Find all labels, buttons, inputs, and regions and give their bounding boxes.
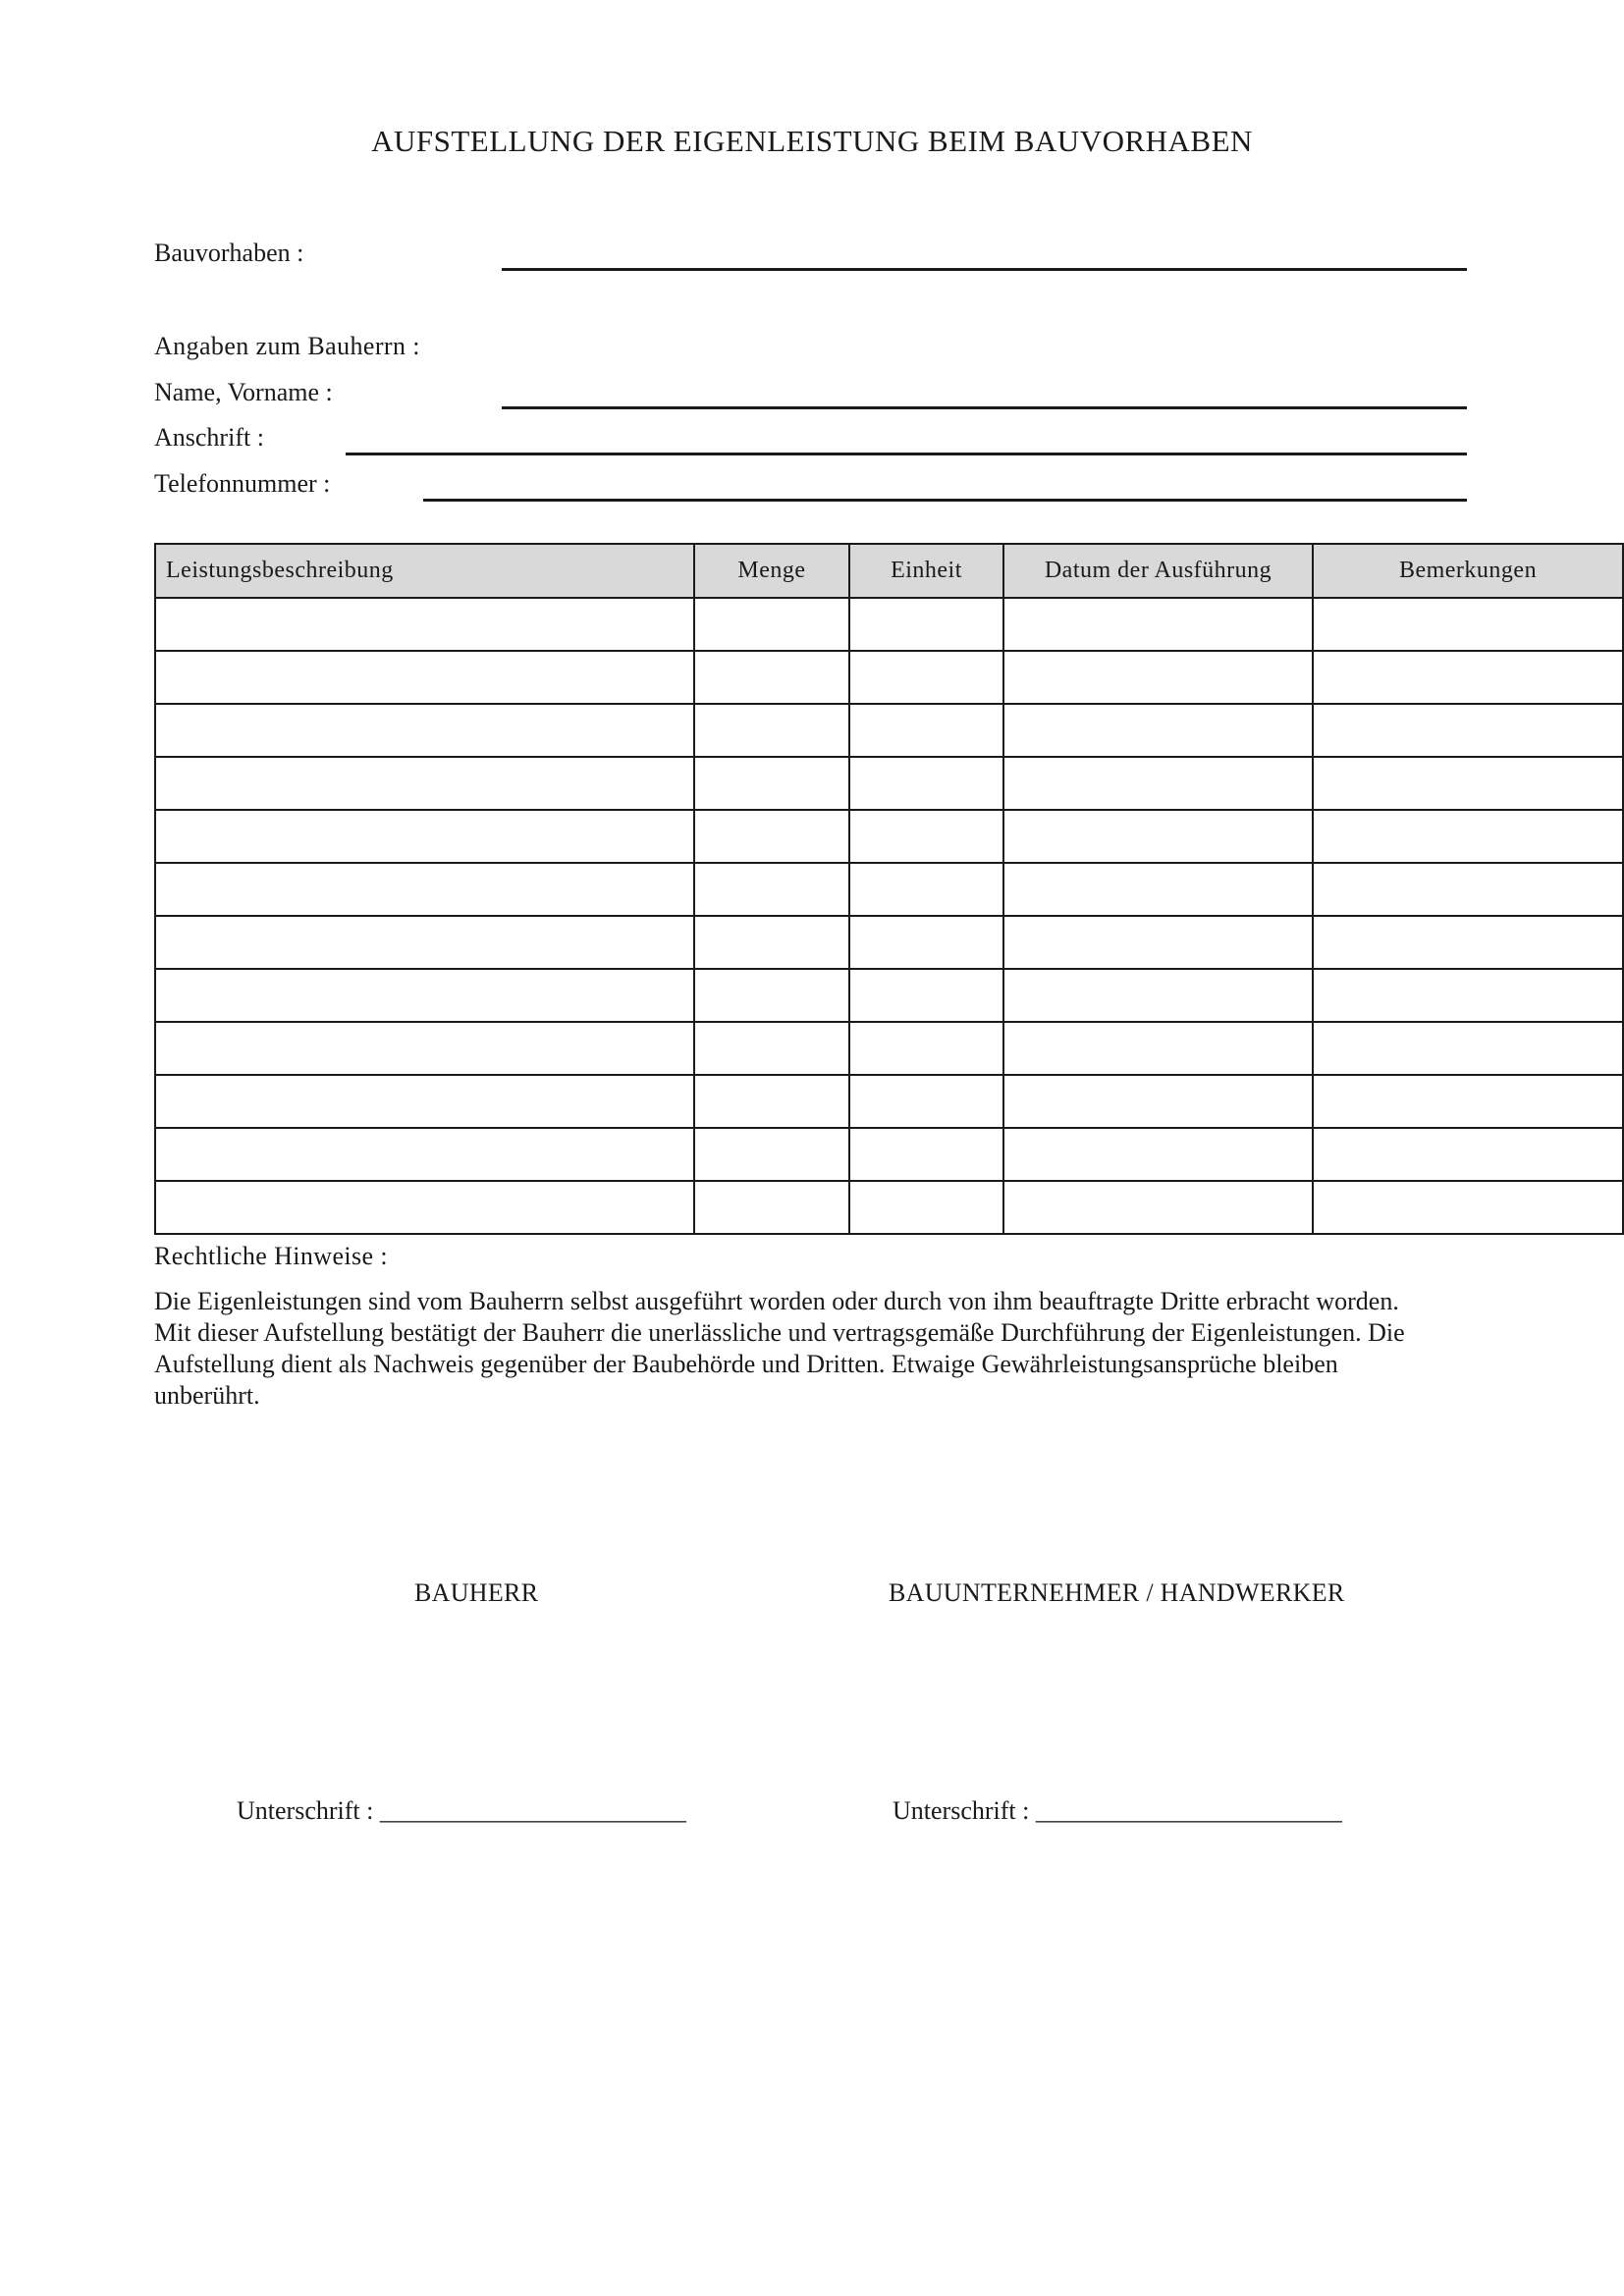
- table-cell-bemerkungen[interactable]: [1313, 863, 1623, 916]
- table-cell-einheit[interactable]: [849, 969, 1003, 1022]
- table-cell-einheit[interactable]: [849, 810, 1003, 863]
- table-cell-leistungsbeschreibung[interactable]: [155, 1022, 694, 1075]
- table-cell-leistungsbeschreibung[interactable]: [155, 969, 694, 1022]
- table-cell-leistungsbeschreibung[interactable]: [155, 1128, 694, 1181]
- table-header-row: [155, 544, 1623, 598]
- eigenleistung-table: [154, 543, 1624, 1235]
- table-cell-einheit[interactable]: [849, 1075, 1003, 1128]
- table-cell-datum[interactable]: [1003, 1075, 1313, 1128]
- table-cell-leistungsbeschreibung[interactable]: [155, 1075, 694, 1128]
- table-cell-leistungsbeschreibung[interactable]: [155, 916, 694, 969]
- table-cell-leistungsbeschreibung[interactable]: [155, 598, 694, 651]
- telefon-field[interactable]: [423, 499, 1467, 502]
- column-header-menge: Menge: [694, 544, 849, 598]
- anschrift-field[interactable]: [346, 453, 1467, 455]
- table-row: [155, 1181, 1623, 1234]
- table-cell-einheit[interactable]: [849, 598, 1003, 651]
- table-cell-bemerkungen[interactable]: [1313, 704, 1623, 757]
- table-cell-menge[interactable]: [694, 1181, 849, 1234]
- table-cell-leistungsbeschreibung[interactable]: [155, 1181, 694, 1234]
- table-cell-datum[interactable]: [1003, 651, 1313, 704]
- column-header-einheit: Einheit: [849, 544, 1003, 598]
- table-cell-bemerkungen[interactable]: [1313, 1181, 1623, 1234]
- table-cell-menge[interactable]: [694, 704, 849, 757]
- table-cell-einheit[interactable]: [849, 704, 1003, 757]
- table-body: [155, 598, 1623, 1234]
- table-cell-datum[interactable]: [1003, 704, 1313, 757]
- table-cell-datum[interactable]: [1003, 1022, 1313, 1075]
- table-row: [155, 704, 1623, 757]
- table-cell-datum[interactable]: [1003, 757, 1313, 810]
- table-row: [155, 810, 1623, 863]
- anschrift-label: Anschrift :: [154, 423, 264, 452]
- table-cell-bemerkungen[interactable]: [1313, 1022, 1623, 1075]
- notes-heading: Rechtliche Hinweise :: [154, 1242, 388, 1270]
- table-row: [155, 1022, 1623, 1075]
- table-cell-bemerkungen[interactable]: [1313, 651, 1623, 704]
- table-cell-einheit[interactable]: [849, 1022, 1003, 1075]
- table-cell-leistungsbeschreibung[interactable]: [155, 757, 694, 810]
- table-cell-menge[interactable]: [694, 1128, 849, 1181]
- table-row: [155, 863, 1623, 916]
- table-row: [155, 1128, 1623, 1181]
- table-cell-bemerkungen[interactable]: [1313, 598, 1623, 651]
- table-cell-bemerkungen[interactable]: [1313, 810, 1623, 863]
- signature-title-bauherr: BAUHERR: [414, 1578, 539, 1607]
- signature-line-bauherr[interactable]: Unterschrift : ________________________: [237, 1796, 686, 1825]
- signature-line-unternehmer[interactable]: Unterschrift : ________________________: [893, 1796, 1342, 1825]
- bauvorhaben-label: Bauvorhaben :: [154, 239, 304, 267]
- table-cell-datum[interactable]: [1003, 1181, 1313, 1234]
- table-cell-bemerkungen[interactable]: [1313, 969, 1623, 1022]
- column-header-datum: Datum der Ausführung: [1003, 544, 1313, 598]
- table-row: [155, 1075, 1623, 1128]
- table-row: [155, 651, 1623, 704]
- table-cell-leistungsbeschreibung[interactable]: [155, 704, 694, 757]
- table-cell-einheit[interactable]: [849, 1181, 1003, 1234]
- table-row: [155, 598, 1623, 651]
- column-header-leistungsbeschreibung: Leistungsbeschreibung: [155, 544, 694, 598]
- table-cell-einheit[interactable]: [849, 757, 1003, 810]
- table-cell-datum[interactable]: [1003, 969, 1313, 1022]
- table-cell-menge[interactable]: [694, 969, 849, 1022]
- name-label: Name, Vorname :: [154, 378, 333, 406]
- table-cell-menge[interactable]: [694, 810, 849, 863]
- telefon-label: Telefonnummer :: [154, 469, 331, 498]
- table-cell-menge[interactable]: [694, 863, 849, 916]
- table-cell-einheit[interactable]: [849, 651, 1003, 704]
- table-cell-leistungsbeschreibung[interactable]: [155, 863, 694, 916]
- table-cell-leistungsbeschreibung[interactable]: [155, 810, 694, 863]
- table-cell-menge[interactable]: [694, 598, 849, 651]
- signature-title-unternehmer: BAUUNTERNEHMER / HANDWERKER: [889, 1578, 1345, 1607]
- table-row: [155, 969, 1623, 1022]
- column-header-bemerkungen: Bemerkungen: [1313, 544, 1623, 598]
- notes-text: Die Eigenleistungen sind vom Bauherrn selbst ausgeführt worden oder durch von ihm beauftragte Dritte erbracht worden. Mit dieser Aufstellung bestätigt der Bauherr die unerlässliche und vertragsgemäße Durchführung der Eigenleistungen. Die Aufstellung dient als Nachweis gegenüber der Baubehörde und Dritten. Etwaige Gewährleistungsansprüche bleiben unberührt.: [154, 1287, 1405, 1410]
- bauherr-heading: Angaben zum Bauherrn :: [154, 332, 420, 360]
- table-cell-bemerkungen[interactable]: [1313, 916, 1623, 969]
- table-row: [155, 916, 1623, 969]
- table-cell-datum[interactable]: [1003, 1128, 1313, 1181]
- table-cell-datum[interactable]: [1003, 863, 1313, 916]
- name-field[interactable]: [502, 406, 1467, 409]
- table-cell-einheit[interactable]: [849, 863, 1003, 916]
- table-cell-menge[interactable]: [694, 651, 849, 704]
- table-cell-menge[interactable]: [694, 1022, 849, 1075]
- table-cell-menge[interactable]: [694, 916, 849, 969]
- table-cell-bemerkungen[interactable]: [1313, 757, 1623, 810]
- table-cell-einheit[interactable]: [849, 1128, 1003, 1181]
- table-cell-datum[interactable]: [1003, 598, 1313, 651]
- table-cell-bemerkungen[interactable]: [1313, 1128, 1623, 1181]
- table-row: [155, 757, 1623, 810]
- table-cell-menge[interactable]: [694, 1075, 849, 1128]
- table-cell-menge[interactable]: [694, 757, 849, 810]
- bauvorhaben-field[interactable]: [502, 268, 1467, 271]
- table-cell-datum[interactable]: [1003, 916, 1313, 969]
- table-cell-datum[interactable]: [1003, 810, 1313, 863]
- table-cell-einheit[interactable]: [849, 916, 1003, 969]
- document-title: AUFSTELLUNG DER EIGENLEISTUNG BEIM BAUVORHABEN: [371, 124, 1253, 158]
- table-cell-bemerkungen[interactable]: [1313, 1075, 1623, 1128]
- table-cell-leistungsbeschreibung[interactable]: [155, 651, 694, 704]
